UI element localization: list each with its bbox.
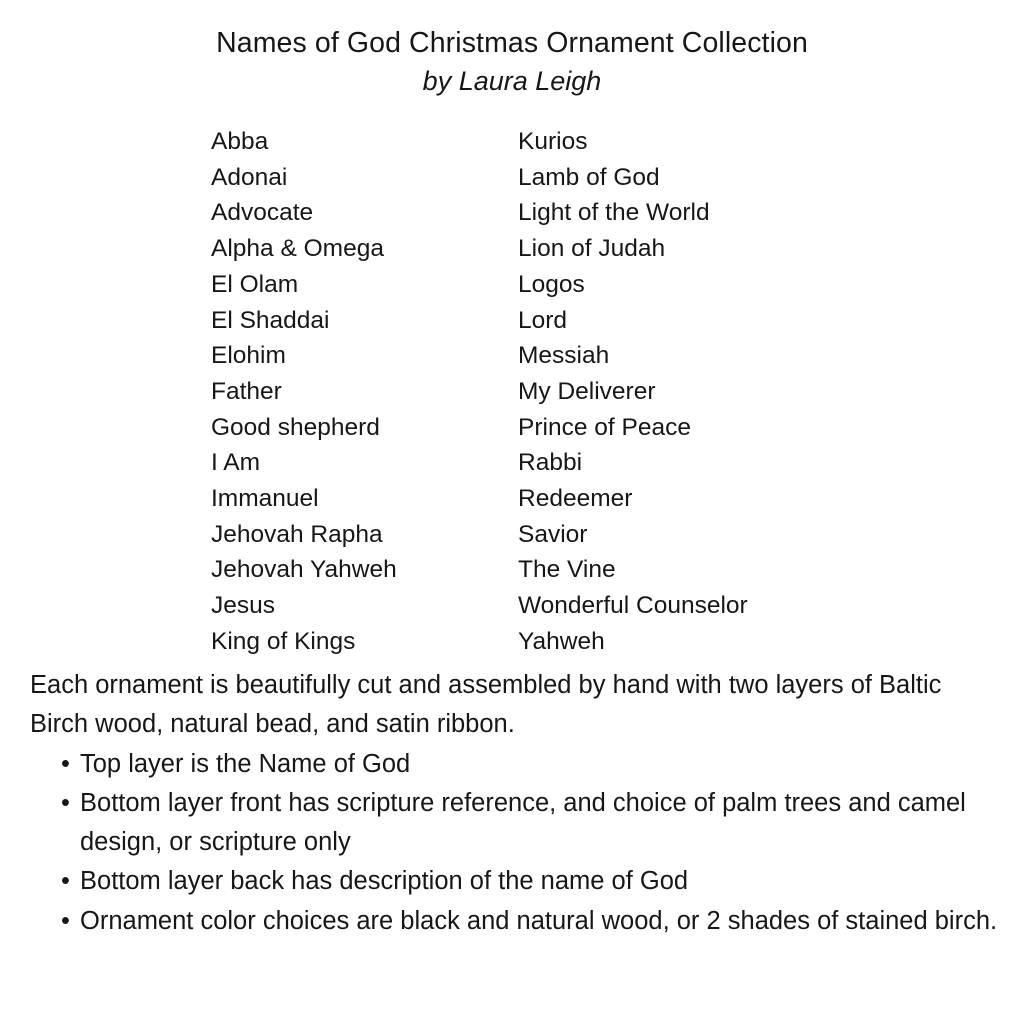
list-item: Advocate: [211, 199, 314, 227]
list-item: Wonderful Counselor: [518, 592, 748, 620]
list-item: Jesus: [211, 592, 276, 620]
list-item: Redeemer: [518, 485, 633, 513]
list-item: Prince of Peace: [518, 413, 691, 441]
list-item-label: Bottom layer back has description of the name of God: [80, 867, 689, 896]
list-item: El Shaddai: [211, 306, 330, 334]
list-item: Messiah: [518, 342, 610, 370]
list-item: Rabbi: [518, 449, 583, 477]
intro-paragraph: Each ornament is beautifully cut and assembled by hand with two layers of Baltic Birch wood, natural bead, and satin ribbon.: [30, 671, 942, 739]
list-item: King of Kings: [211, 627, 356, 655]
list-item: Abba: [211, 128, 269, 155]
list-item: [30, 902, 1020, 941]
names-of-god-list-section: [0, 124, 1024, 660]
bullet-icon: •: [61, 788, 70, 817]
list-item: I Am: [211, 449, 261, 477]
product-description-section: [30, 666, 998, 941]
feature-bullet-list: [30, 745, 998, 941]
list-item-label: Ornament color choices are black and natural wood, or 2 shades of stained birch.: [80, 906, 998, 935]
names-column-left: [211, 124, 511, 660]
list-item: [30, 862, 1020, 901]
list-item: Adonai: [211, 163, 288, 191]
list-item: Kurios: [518, 128, 588, 155]
list-item: [30, 745, 1020, 784]
bullet-icon: •: [61, 906, 70, 935]
list-item: Lamb of God: [518, 163, 660, 191]
list-item: Jehovah Yahweh: [211, 556, 397, 584]
list-item: The Vine: [518, 556, 616, 584]
list-item: Light of the World: [518, 199, 710, 227]
list-item: [30, 784, 1020, 863]
list-item: Lion of Judah: [518, 235, 666, 263]
list-item: Savior: [518, 520, 588, 548]
list-item: Alpha & Omega: [211, 235, 384, 263]
list-item: Logos: [518, 270, 585, 298]
document-heading: [0, 24, 1024, 100]
list-item-label: Top layer is the Name of God: [80, 749, 411, 778]
page-subtitle-author: by Laura Leigh: [422, 66, 602, 96]
list-item: Father: [211, 377, 282, 405]
list-item: Yahweh: [518, 627, 605, 655]
list-item-label: Bottom layer front has scripture reference, and choice of palm trees and camel design, or scripture only: [80, 788, 966, 857]
list-item: El Olam: [211, 270, 299, 298]
names-column-right: [518, 124, 838, 660]
names-two-column-layout: [0, 124, 1024, 660]
list-item: My Deliverer: [518, 377, 656, 405]
bullet-icon: •: [61, 867, 70, 896]
list-item: Jehovah Rapha: [211, 520, 383, 548]
list-item: Lord: [518, 306, 568, 334]
list-item: Elohim: [211, 342, 286, 370]
bullet-icon: •: [61, 749, 70, 778]
page-title: Names of God Christmas Ornament Collection: [216, 27, 808, 59]
list-item: Good shepherd: [211, 413, 380, 441]
list-item: Immanuel: [211, 485, 319, 513]
